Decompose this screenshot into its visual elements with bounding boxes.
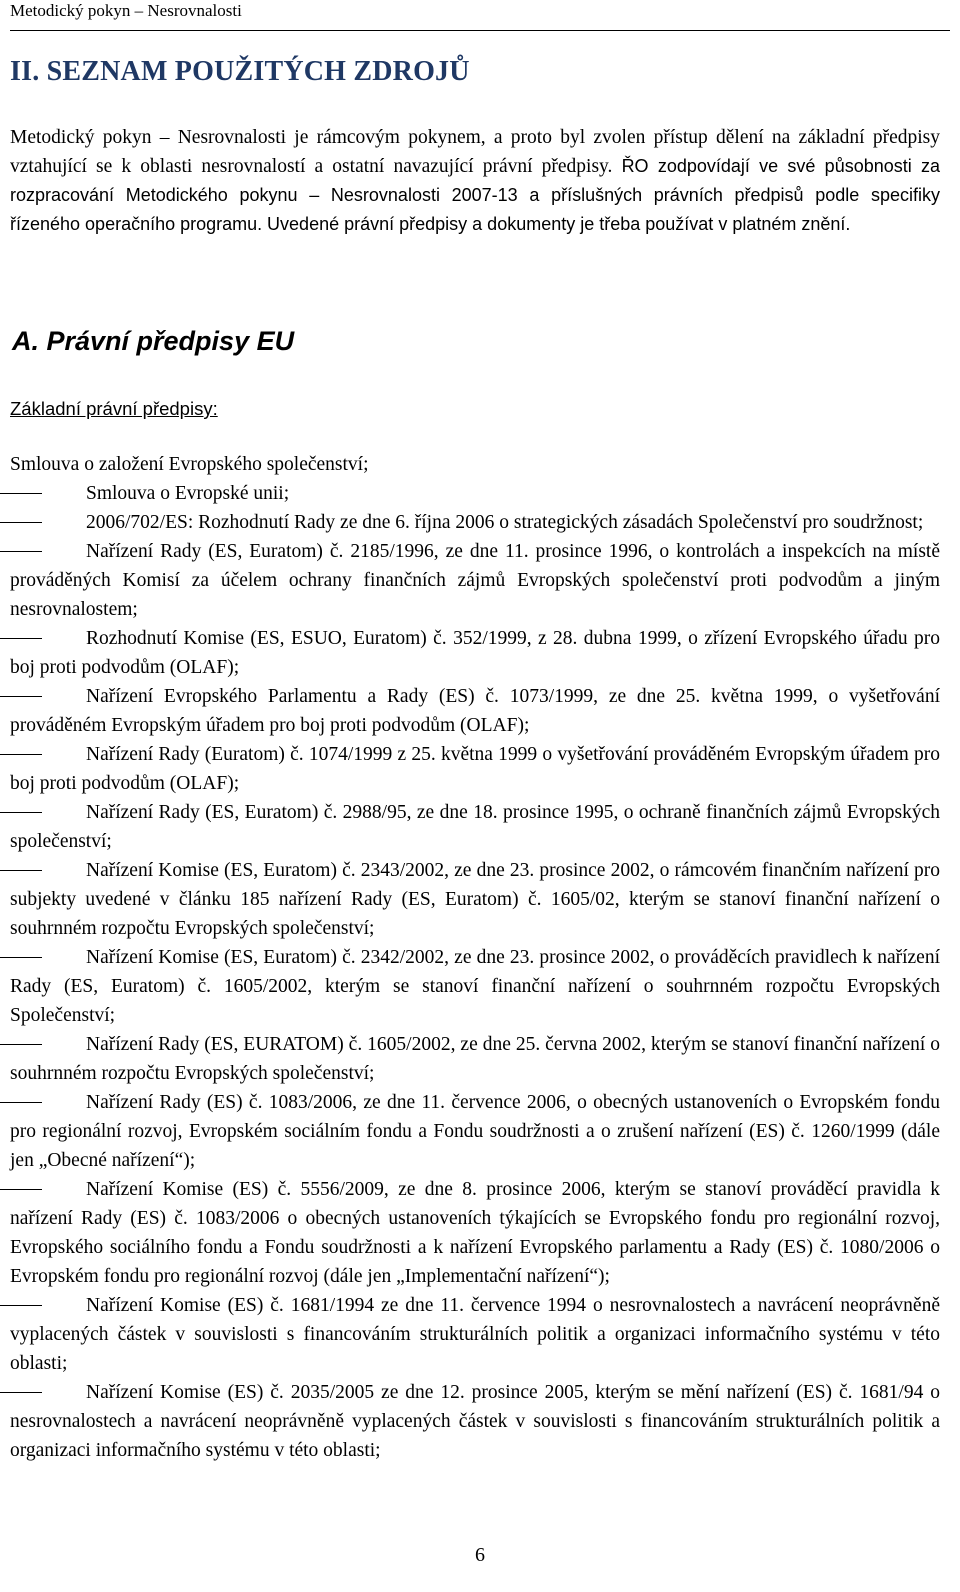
dash-bullet (0, 754, 42, 755)
dash-bullet (0, 551, 42, 552)
dash-bullet (0, 696, 42, 697)
list-item (10, 1378, 940, 1465)
intro-paragraph (10, 124, 940, 239)
list-item (10, 856, 940, 943)
list-item-text: Nařízení Rady (Euratom) č. 1074/1999 z 25. května 1999 o vyšetřování prováděném Evropským úřadem pro boj proti podvodům (OLAF); (10, 744, 940, 794)
list-item (10, 1175, 940, 1291)
list-item-treaty-ec: Smlouva o založení Evropského společenství; (10, 454, 369, 475)
list-item (10, 624, 940, 682)
list-item (10, 1291, 940, 1378)
list-item-text: Nařízení Komise (ES, Euratom) č. 2343/2002, ze dne 23. prosince 2002, o rámcovém finančním nařízení pro subjekty uvedené v článku 185 nařízení Rady (ES, Euratom) č. 1605/02, kterým se stanoví finanční nařízení o souhrnném rozpočtu Evropských společenství; (10, 860, 940, 939)
subheading-basic-regulations: Základní právní předpisy: (10, 398, 218, 419)
running-header: Metodický pokyn – Nesrovnalosti (10, 0, 950, 31)
list-item-text: Nařízení Evropského Parlamentu a Rady (ES) č. 1073/1999, ze dne 25. května 1999, o vyšetřování prováděném Evropským úřadem pro boj proti podvodům (OLAF); (10, 686, 940, 736)
list-item-text: Nařízení Rady (ES, Euratom) č. 2988/95, ze dne 18. prosince 1995, o ochraně finančních zájmů Evropských společenství; (10, 802, 940, 852)
dash-bullet (0, 522, 42, 523)
dash-bullet (0, 1044, 42, 1045)
list-item-text: Nařízení Rady (ES, Euratom) č. 2185/1996, ze dne 11. prosince 1996, o kontrolách a inspekcích na místě prováděných Komisí za účelem ochrany finančních zájmů Evropských společenství proti podvodům a jiným nesrovnalostem; (10, 541, 940, 620)
intro-sentence-2: ŘO zodpovídají ve své působnosti za rozpracování Metodického pokynu – Nesrovnalosti 2007-13 a příslušných právních předpisů podle specifiky řízeného operačního programu. (10, 156, 941, 234)
list-item-text: Nařízení Rady (ES, EURATOM) č. 1605/2002, ze dne 25. června 2002, kterým se stanoví finanční nařízení o souhrnném rozpočtu Evropských společenství; (10, 1034, 940, 1084)
list-item (10, 479, 940, 508)
dash-bullet (0, 1189, 42, 1190)
dash-bullet (0, 1102, 42, 1103)
page-number: 6 (475, 1544, 485, 1566)
list-item (10, 943, 940, 1030)
dash-bullet (0, 812, 42, 813)
list-item (10, 1030, 940, 1088)
list-item (10, 508, 940, 537)
dash-bullet (0, 957, 42, 958)
list-item-text: Rozhodnutí Komise (ES, ESUO, Euratom) č. 352/1999, z 28. dubna 1999, o zřízení Evropského úřadu pro boj proti podvodům (OLAF); (10, 628, 940, 678)
list-item (10, 740, 940, 798)
list-item-text: Nařízení Komise (ES, Euratom) č. 2342/2002, ze dne 23. prosince 2002, o prováděcích pravidlech k nařízení Rady (ES, Euratom) č. 1605/2002, kterým se stanoví finanční nařízení o souhrnném rozpočtu Evropských Společenství; (10, 947, 940, 1026)
dash-items (10, 479, 940, 1465)
list-item-text: Nařízení Rady (ES) č. 1083/2006, ze dne 11. července 2006, o obecných ustanoveních o Evropském fondu pro regionální rozvoj, Evropském sociálním fondu a Fondu soudržnosti a o zrušení nařízení (ES) č. 1260/1999 (dále jen „Obecné nařízení“); (10, 1092, 940, 1171)
list-item-text: Nařízení Komise (ES) č. 5556/2009, ze dne 8. prosince 2006, kterým se stanoví prováděcí pravidla k nařízení Rady (ES) č. 1083/2006 o obecných ustanoveních týkajících se Evropského fondu pro regionální rozvoj, Evropského sociálního fondu a Fondu soudržnosti a k nařízení Evropského parlamentu a Rady (ES) č. 1080/2006 o Evropském fondu pro regionální rozvoj (dále jen „Implementační nařízení“); (10, 1179, 940, 1287)
dash-bullet (0, 870, 42, 871)
dash-bullet (0, 638, 42, 639)
list-item (10, 798, 940, 856)
list-item-text: Smlouva o Evropské unii; (86, 483, 290, 504)
list-item-text: 2006/702/ES: Rozhodnutí Rady ze dne 6. října 2006 o strategických zásadách Společenství pro soudržnost; (86, 512, 924, 533)
list-item (10, 1088, 940, 1175)
intro-sentence-3: Uvedené právní předpisy a dokumenty je třeba používat v platném znění. (267, 214, 851, 234)
list-item-text: Nařízení Komise (ES) č. 1681/1994 ze dne 11. července 1994 o nesrovnalostech a navrácení neoprávněně vyplacených částek v souvislosti s financováním strukturálních politik a organizaci informačního systému v této oblasti; (10, 1295, 940, 1374)
regulations-list (10, 450, 940, 1465)
dash-bullet (0, 493, 42, 494)
list-item-text: Nařízení Komise (ES) č. 2035/2005 ze dne 12. prosince 2005, kterým se mění nařízení (ES) č. 1681/94 o nesrovnalostech a navrácení neoprávněně vyplacených částek v souvislosti s financováním strukturálních politik a organizaci informačního systému v této oblasti; (10, 1382, 940, 1461)
chapter-title: II. SEZNAM POUŽITÝCH ZDROJŮ (10, 56, 470, 87)
list-item (10, 682, 940, 740)
dash-bullet (0, 1305, 42, 1306)
intro-sentence-1: Metodický pokyn – Nesrovnalosti je rámcovým pokynem, a proto byl zvolen přístup dělení na základní předpisy vztahující se k oblasti nesrovnalostí a ostatní navazující právní předpisy. (10, 127, 940, 177)
dash-bullet (0, 1392, 42, 1393)
section-title: A. Právní předpisy EU (12, 326, 295, 356)
list-item (10, 537, 940, 624)
